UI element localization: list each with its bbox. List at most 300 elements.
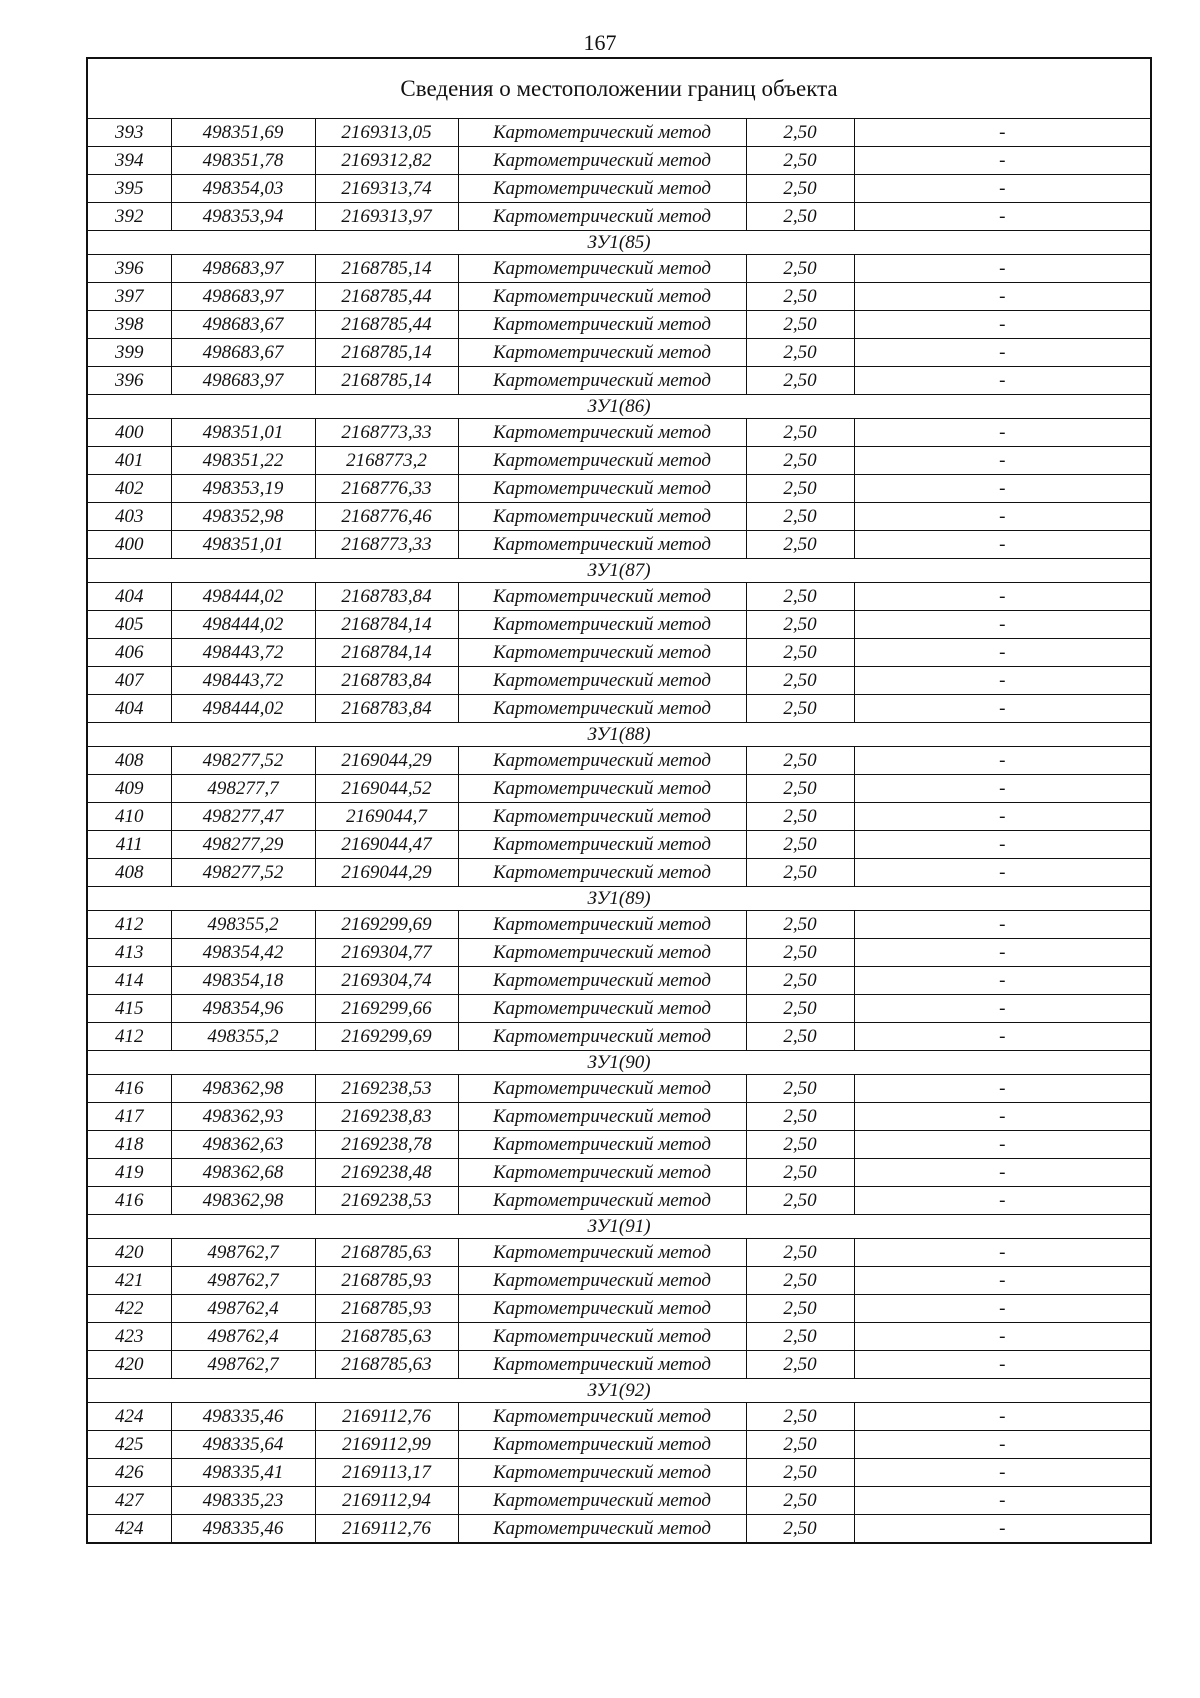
method-cell: Картометрический метод [458, 695, 746, 723]
point-number-cell: 423 [87, 1323, 171, 1351]
method-cell: Картометрический метод [458, 1431, 746, 1459]
method-cell: Картометрический метод [458, 859, 746, 887]
x-coordinate-cell: 498762,4 [171, 1323, 315, 1351]
point-number-cell: 404 [87, 583, 171, 611]
x-coordinate-cell: 498362,63 [171, 1131, 315, 1159]
x-coordinate-cell: 498444,02 [171, 583, 315, 611]
point-number-cell: 420 [87, 1351, 171, 1379]
table-row [87, 367, 1151, 395]
accuracy-cell: 2,50 [746, 1103, 854, 1131]
table-row [87, 859, 1151, 887]
y-coordinate-cell: 2168785,63 [315, 1239, 458, 1267]
y-coordinate-cell: 2169304,77 [315, 939, 458, 967]
table-row [87, 147, 1151, 175]
method-cell: Картометрический метод [458, 967, 746, 995]
y-coordinate-cell: 2168785,63 [315, 1351, 458, 1379]
y-coordinate-cell: 2169299,69 [315, 1023, 458, 1051]
method-cell: Картометрический метод [458, 147, 746, 175]
description-cell: - [854, 611, 1151, 639]
description-cell: - [854, 1075, 1151, 1103]
y-coordinate-cell: 2169112,94 [315, 1487, 458, 1515]
x-coordinate-cell: 498362,93 [171, 1103, 315, 1131]
table-row [87, 503, 1151, 531]
x-coordinate-cell: 498443,72 [171, 667, 315, 695]
x-coordinate-cell: 498762,7 [171, 1351, 315, 1379]
y-coordinate-cell: 2168784,14 [315, 611, 458, 639]
x-coordinate-cell: 498335,46 [171, 1403, 315, 1431]
x-coordinate-cell: 498335,23 [171, 1487, 315, 1515]
method-cell: Картометрический метод [458, 1239, 746, 1267]
method-cell: Картометрический метод [458, 803, 746, 831]
table-row [87, 119, 1151, 147]
point-number-cell: 422 [87, 1295, 171, 1323]
description-cell: - [854, 667, 1151, 695]
parcel-group-label: ЗУ1(88) [87, 723, 1151, 747]
description-cell: - [854, 747, 1151, 775]
description-cell: - [854, 119, 1151, 147]
method-cell: Картометрический метод [458, 1459, 746, 1487]
description-cell: - [854, 255, 1151, 283]
table-row [87, 831, 1151, 859]
table-row [87, 1159, 1151, 1187]
accuracy-cell: 2,50 [746, 1487, 854, 1515]
point-number-cell: 408 [87, 859, 171, 887]
accuracy-cell: 2,50 [746, 503, 854, 531]
table-row [87, 255, 1151, 283]
parcel-group-header [87, 231, 1151, 255]
y-coordinate-cell: 2169313,97 [315, 203, 458, 231]
y-coordinate-cell: 2168785,63 [315, 1323, 458, 1351]
parcel-group-label: ЗУ1(92) [87, 1379, 1151, 1403]
accuracy-cell: 2,50 [746, 1267, 854, 1295]
method-cell: Картометрический метод [458, 447, 746, 475]
point-number-cell: 424 [87, 1403, 171, 1431]
method-cell: Картометрический метод [458, 1187, 746, 1215]
description-cell: - [854, 1351, 1151, 1379]
point-number-cell: 412 [87, 1023, 171, 1051]
y-coordinate-cell: 2169304,74 [315, 967, 458, 995]
method-cell: Картометрический метод [458, 1075, 746, 1103]
method-cell: Картометрический метод [458, 283, 746, 311]
description-cell: - [854, 339, 1151, 367]
method-cell: Картометрический метод [458, 995, 746, 1023]
table-title: Сведения о местоположении границ объекта [87, 58, 1151, 119]
accuracy-cell: 2,50 [746, 1351, 854, 1379]
table-row [87, 1403, 1151, 1431]
method-cell: Картометрический метод [458, 339, 746, 367]
y-coordinate-cell: 2168773,33 [315, 531, 458, 559]
point-number-cell: 393 [87, 119, 171, 147]
table-row [87, 939, 1151, 967]
y-coordinate-cell: 2169044,52 [315, 775, 458, 803]
y-coordinate-cell: 2168773,2 [315, 447, 458, 475]
accuracy-cell: 2,50 [746, 1131, 854, 1159]
accuracy-cell: 2,50 [746, 283, 854, 311]
description-cell: - [854, 911, 1151, 939]
x-coordinate-cell: 498683,97 [171, 255, 315, 283]
y-coordinate-cell: 2169238,48 [315, 1159, 458, 1187]
y-coordinate-cell: 2168785,44 [315, 283, 458, 311]
parcel-group-label: ЗУ1(87) [87, 559, 1151, 583]
method-cell: Картометрический метод [458, 611, 746, 639]
y-coordinate-cell: 2169299,69 [315, 911, 458, 939]
y-coordinate-cell: 2169112,76 [315, 1403, 458, 1431]
table-row [87, 995, 1151, 1023]
point-number-cell: 394 [87, 147, 171, 175]
point-number-cell: 401 [87, 447, 171, 475]
x-coordinate-cell: 498683,67 [171, 339, 315, 367]
x-coordinate-cell: 498362,98 [171, 1075, 315, 1103]
description-cell: - [854, 1267, 1151, 1295]
table-row [87, 203, 1151, 231]
point-number-cell: 404 [87, 695, 171, 723]
y-coordinate-cell: 2168785,93 [315, 1295, 458, 1323]
point-number-cell: 414 [87, 967, 171, 995]
point-number-cell: 413 [87, 939, 171, 967]
method-cell: Картометрический метод [458, 639, 746, 667]
parcel-group-header [87, 1379, 1151, 1403]
x-coordinate-cell: 498277,47 [171, 803, 315, 831]
table-row [87, 775, 1151, 803]
table-row [87, 175, 1151, 203]
method-cell: Картометрический метод [458, 503, 746, 531]
parcel-group-label: ЗУ1(86) [87, 395, 1151, 419]
point-number-cell: 396 [87, 367, 171, 395]
description-cell: - [854, 419, 1151, 447]
y-coordinate-cell: 2169312,82 [315, 147, 458, 175]
table-row [87, 1187, 1151, 1215]
parcel-group-header [87, 395, 1151, 419]
accuracy-cell: 2,50 [746, 583, 854, 611]
point-number-cell: 416 [87, 1075, 171, 1103]
method-cell: Картометрический метод [458, 1023, 746, 1051]
method-cell: Картометрический метод [458, 1403, 746, 1431]
method-cell: Картометрический метод [458, 531, 746, 559]
table-row [87, 1515, 1151, 1544]
point-number-cell: 418 [87, 1131, 171, 1159]
accuracy-cell: 2,50 [746, 1323, 854, 1351]
y-coordinate-cell: 2168773,33 [315, 419, 458, 447]
y-coordinate-cell: 2169238,83 [315, 1103, 458, 1131]
description-cell: - [854, 939, 1151, 967]
accuracy-cell: 2,50 [746, 611, 854, 639]
parcel-group-label: ЗУ1(85) [87, 231, 1151, 255]
description-cell: - [854, 695, 1151, 723]
parcel-group-header [87, 723, 1151, 747]
x-coordinate-cell: 498351,01 [171, 531, 315, 559]
description-cell: - [854, 1431, 1151, 1459]
point-number-cell: 416 [87, 1187, 171, 1215]
accuracy-cell: 2,50 [746, 1295, 854, 1323]
description-cell: - [854, 583, 1151, 611]
y-coordinate-cell: 2169113,17 [315, 1459, 458, 1487]
x-coordinate-cell: 498277,52 [171, 747, 315, 775]
method-cell: Картометрический метод [458, 939, 746, 967]
parcel-group-header [87, 1051, 1151, 1075]
point-number-cell: 402 [87, 475, 171, 503]
x-coordinate-cell: 498762,7 [171, 1239, 315, 1267]
description-cell: - [854, 503, 1151, 531]
x-coordinate-cell: 498351,78 [171, 147, 315, 175]
y-coordinate-cell: 2168785,14 [315, 339, 458, 367]
x-coordinate-cell: 498354,18 [171, 967, 315, 995]
table-row [87, 419, 1151, 447]
table-row [87, 911, 1151, 939]
x-coordinate-cell: 498444,02 [171, 695, 315, 723]
table-row [87, 475, 1151, 503]
x-coordinate-cell: 498277,52 [171, 859, 315, 887]
y-coordinate-cell: 2169044,7 [315, 803, 458, 831]
table-row [87, 1487, 1151, 1515]
method-cell: Картометрический метод [458, 475, 746, 503]
method-cell: Картометрический метод [458, 367, 746, 395]
method-cell: Картометрический метод [458, 311, 746, 339]
y-coordinate-cell: 2168785,44 [315, 311, 458, 339]
table-row [87, 1267, 1151, 1295]
description-cell: - [854, 1103, 1151, 1131]
table-row [87, 1351, 1151, 1379]
description-cell: - [854, 1487, 1151, 1515]
description-cell: - [854, 203, 1151, 231]
accuracy-cell: 2,50 [746, 831, 854, 859]
table-row [87, 583, 1151, 611]
method-cell: Картометрический метод [458, 1515, 746, 1544]
point-number-cell: 392 [87, 203, 171, 231]
point-number-cell: 427 [87, 1487, 171, 1515]
description-cell: - [854, 147, 1151, 175]
x-coordinate-cell: 498683,67 [171, 311, 315, 339]
point-number-cell: 400 [87, 419, 171, 447]
accuracy-cell: 2,50 [746, 255, 854, 283]
method-cell: Картометрический метод [458, 583, 746, 611]
x-coordinate-cell: 498683,97 [171, 367, 315, 395]
method-cell: Картометрический метод [458, 203, 746, 231]
method-cell: Картометрический метод [458, 1323, 746, 1351]
y-coordinate-cell: 2169238,53 [315, 1187, 458, 1215]
method-cell: Картометрический метод [458, 667, 746, 695]
method-cell: Картометрический метод [458, 1103, 746, 1131]
x-coordinate-cell: 498351,22 [171, 447, 315, 475]
point-number-cell: 410 [87, 803, 171, 831]
description-cell: - [854, 531, 1151, 559]
point-number-cell: 400 [87, 531, 171, 559]
description-cell: - [854, 803, 1151, 831]
y-coordinate-cell: 2169044,29 [315, 747, 458, 775]
method-cell: Картометрический метод [458, 747, 746, 775]
method-cell: Картометрический метод [458, 255, 746, 283]
method-cell: Картометрический метод [458, 419, 746, 447]
x-coordinate-cell: 498355,2 [171, 1023, 315, 1051]
description-cell: - [854, 475, 1151, 503]
y-coordinate-cell: 2169238,53 [315, 1075, 458, 1103]
accuracy-cell: 2,50 [746, 775, 854, 803]
y-coordinate-cell: 2169044,47 [315, 831, 458, 859]
x-coordinate-cell: 498335,64 [171, 1431, 315, 1459]
parcel-group-header [87, 887, 1151, 911]
accuracy-cell: 2,50 [746, 1159, 854, 1187]
accuracy-cell: 2,50 [746, 995, 854, 1023]
description-cell: - [854, 1515, 1151, 1544]
method-cell: Картометрический метод [458, 831, 746, 859]
accuracy-cell: 2,50 [746, 911, 854, 939]
table-row [87, 1023, 1151, 1051]
table-row [87, 747, 1151, 775]
table-row [87, 695, 1151, 723]
table-row [87, 283, 1151, 311]
accuracy-cell: 2,50 [746, 939, 854, 967]
table-row [87, 1103, 1151, 1131]
table-row [87, 1131, 1151, 1159]
x-coordinate-cell: 498353,94 [171, 203, 315, 231]
x-coordinate-cell: 498354,03 [171, 175, 315, 203]
description-cell: - [854, 1459, 1151, 1487]
x-coordinate-cell: 498355,2 [171, 911, 315, 939]
x-coordinate-cell: 498762,7 [171, 1267, 315, 1295]
y-coordinate-cell: 2169112,76 [315, 1515, 458, 1544]
description-cell: - [854, 995, 1151, 1023]
point-number-cell: 405 [87, 611, 171, 639]
boundary-coordinates-table [86, 57, 1152, 1544]
point-number-cell: 424 [87, 1515, 171, 1544]
point-number-cell: 420 [87, 1239, 171, 1267]
parcel-group-header [87, 1215, 1151, 1239]
accuracy-cell: 2,50 [746, 339, 854, 367]
page-number: 167 [583, 30, 617, 55]
accuracy-cell: 2,50 [746, 639, 854, 667]
x-coordinate-cell: 498277,29 [171, 831, 315, 859]
accuracy-cell: 2,50 [746, 859, 854, 887]
y-coordinate-cell: 2168785,93 [315, 1267, 458, 1295]
parcel-group-label: ЗУ1(91) [87, 1215, 1151, 1239]
point-number-cell: 397 [87, 283, 171, 311]
method-cell: Картометрический метод [458, 911, 746, 939]
description-cell: - [854, 367, 1151, 395]
x-coordinate-cell: 498444,02 [171, 611, 315, 639]
description-cell: - [854, 1023, 1151, 1051]
accuracy-cell: 2,50 [746, 419, 854, 447]
method-cell: Картометрический метод [458, 775, 746, 803]
table-row [87, 339, 1151, 367]
x-coordinate-cell: 498362,68 [171, 1159, 315, 1187]
accuracy-cell: 2,50 [746, 367, 854, 395]
accuracy-cell: 2,50 [746, 1515, 854, 1544]
method-cell: Картометрический метод [458, 1159, 746, 1187]
description-cell: - [854, 447, 1151, 475]
description-cell: - [854, 639, 1151, 667]
table-row [87, 611, 1151, 639]
method-cell: Картометрический метод [458, 1267, 746, 1295]
accuracy-cell: 2,50 [746, 747, 854, 775]
y-coordinate-cell: 2168784,14 [315, 639, 458, 667]
description-cell: - [854, 283, 1151, 311]
x-coordinate-cell: 498351,69 [171, 119, 315, 147]
y-coordinate-cell: 2169299,66 [315, 995, 458, 1023]
point-number-cell: 411 [87, 831, 171, 859]
accuracy-cell: 2,50 [746, 175, 854, 203]
accuracy-cell: 2,50 [746, 311, 854, 339]
description-cell: - [854, 1239, 1151, 1267]
point-number-cell: 412 [87, 911, 171, 939]
point-number-cell: 399 [87, 339, 171, 367]
y-coordinate-cell: 2169044,29 [315, 859, 458, 887]
x-coordinate-cell: 498683,97 [171, 283, 315, 311]
method-cell: Картометрический метод [458, 1487, 746, 1515]
table-row [87, 447, 1151, 475]
accuracy-cell: 2,50 [746, 447, 854, 475]
description-cell: - [854, 1187, 1151, 1215]
table-row [87, 1295, 1151, 1323]
accuracy-cell: 2,50 [746, 803, 854, 831]
point-number-cell: 398 [87, 311, 171, 339]
x-coordinate-cell: 498443,72 [171, 639, 315, 667]
point-number-cell: 409 [87, 775, 171, 803]
accuracy-cell: 2,50 [746, 203, 854, 231]
x-coordinate-cell: 498352,98 [171, 503, 315, 531]
accuracy-cell: 2,50 [746, 667, 854, 695]
accuracy-cell: 2,50 [746, 119, 854, 147]
point-number-cell: 396 [87, 255, 171, 283]
x-coordinate-cell: 498762,4 [171, 1295, 315, 1323]
accuracy-cell: 2,50 [746, 1187, 854, 1215]
point-number-cell: 426 [87, 1459, 171, 1487]
table-body [87, 58, 1151, 1543]
accuracy-cell: 2,50 [746, 531, 854, 559]
description-cell: - [854, 967, 1151, 995]
description-cell: - [854, 311, 1151, 339]
y-coordinate-cell: 2168783,84 [315, 583, 458, 611]
point-number-cell: 406 [87, 639, 171, 667]
y-coordinate-cell: 2168776,33 [315, 475, 458, 503]
point-number-cell: 415 [87, 995, 171, 1023]
method-cell: Картометрический метод [458, 1351, 746, 1379]
accuracy-cell: 2,50 [746, 1403, 854, 1431]
table-row [87, 1323, 1151, 1351]
description-cell: - [854, 175, 1151, 203]
accuracy-cell: 2,50 [746, 695, 854, 723]
description-cell: - [854, 1403, 1151, 1431]
accuracy-cell: 2,50 [746, 475, 854, 503]
table-row [87, 1459, 1151, 1487]
method-cell: Картометрический метод [458, 1295, 746, 1323]
description-cell: - [854, 831, 1151, 859]
point-number-cell: 419 [87, 1159, 171, 1187]
table-row [87, 1431, 1151, 1459]
table-row [87, 1239, 1151, 1267]
table-row [87, 667, 1151, 695]
x-coordinate-cell: 498362,98 [171, 1187, 315, 1215]
table-row [87, 639, 1151, 667]
y-coordinate-cell: 2168785,14 [315, 367, 458, 395]
accuracy-cell: 2,50 [746, 1075, 854, 1103]
y-coordinate-cell: 2168783,84 [315, 695, 458, 723]
point-number-cell: 421 [87, 1267, 171, 1295]
method-cell: Картометрический метод [458, 1131, 746, 1159]
x-coordinate-cell: 498335,41 [171, 1459, 315, 1487]
point-number-cell: 408 [87, 747, 171, 775]
y-coordinate-cell: 2168776,46 [315, 503, 458, 531]
parcel-group-label: ЗУ1(89) [87, 887, 1151, 911]
parcel-group-label: ЗУ1(90) [87, 1051, 1151, 1075]
point-number-cell: 425 [87, 1431, 171, 1459]
x-coordinate-cell: 498353,19 [171, 475, 315, 503]
y-coordinate-cell: 2169313,74 [315, 175, 458, 203]
table-row [87, 531, 1151, 559]
y-coordinate-cell: 2169313,05 [315, 119, 458, 147]
method-cell: Картометрический метод [458, 175, 746, 203]
accuracy-cell: 2,50 [746, 147, 854, 175]
point-number-cell: 403 [87, 503, 171, 531]
x-coordinate-cell: 498354,42 [171, 939, 315, 967]
